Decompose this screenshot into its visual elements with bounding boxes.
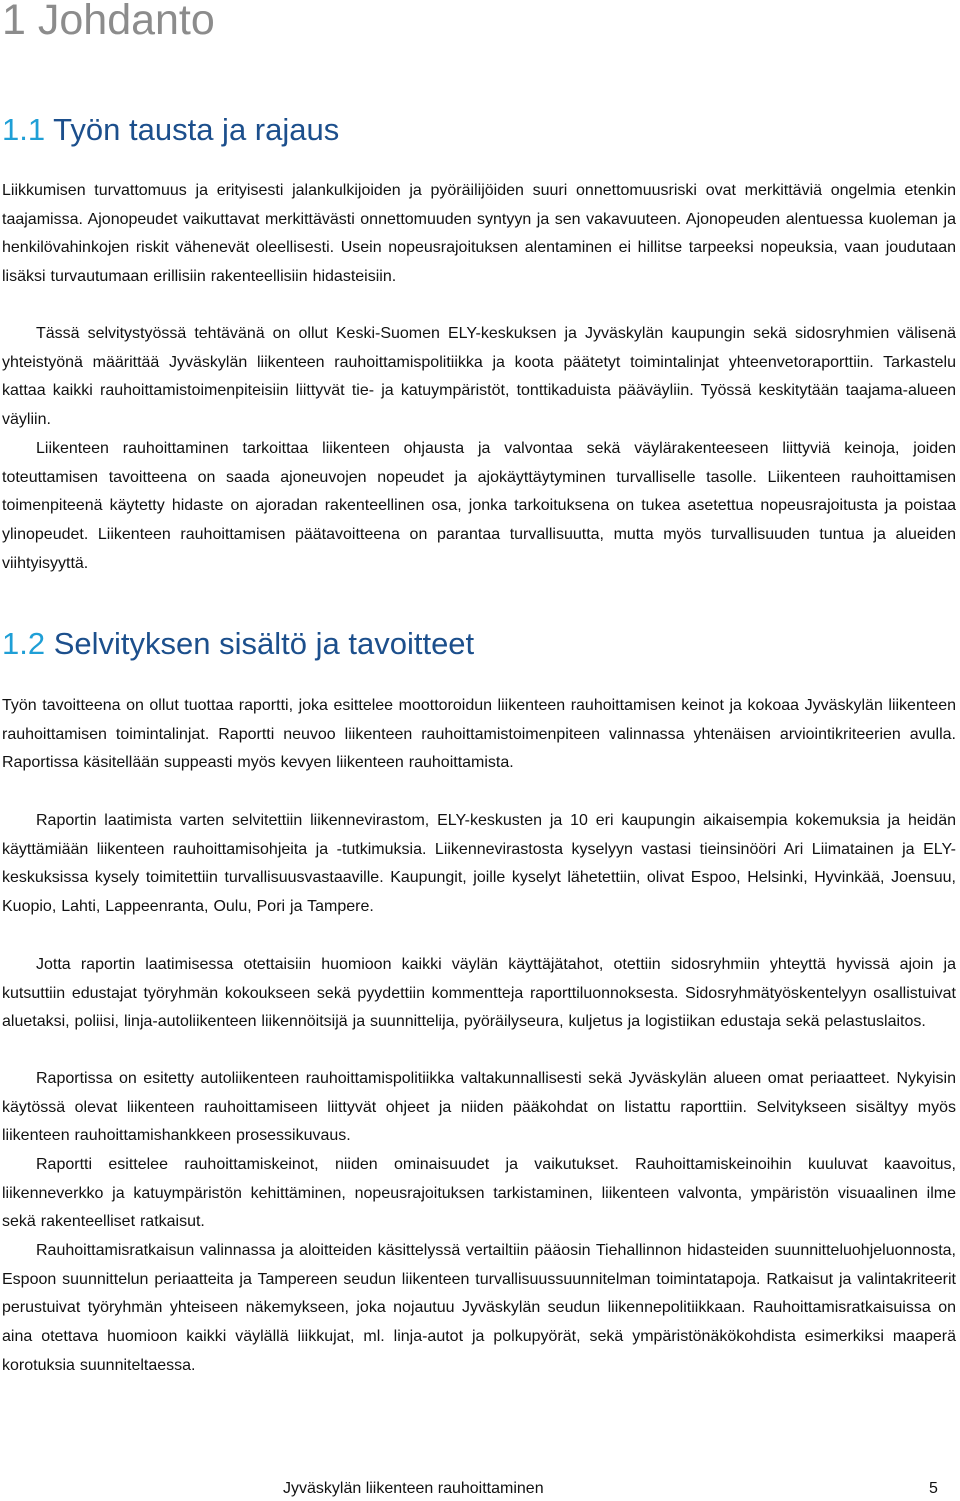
section-heading-1-1	[2, 110, 339, 150]
paragraph-goals-5: Raportti esittelee rauhoittamiskeinot, niiden ominaisuudet ja vaikutukset. Rauhoittamiskeinoihin kuuluvat kaavoitus, liikenneverkko ja katuympäristön kehittäminen, nopeusrajoituksen tarkistaminen, liikenteen valvonta, ympäristön visuaalinen ilme sekä rakenteelliset ratkaisut.	[2, 1156, 956, 1231]
paragraph-goals-2: Raportin laatimista varten selvitettiin liikennevirastom, ELY-keskusten ja 10 eri kaupungin aikaisempia kokemuksia ja heidän käyttämiään liikenteen rauhoittamisohjeita ja -tutkimuksia. Liikennevirastosta kyselyyn vastasi tieinsinööri Ari Liimatainen ja ELY-keskuksissa kysely toimitettiin turvallisuusvastaaville. Kaupungit, joille kyselyt lähetettiin, olivat Espoo, Helsinki, Hyvinkää, Joensuu, Kuopio, Lahti, Lappeenranta, Oulu, Pori ja Tampere.	[2, 812, 956, 916]
section-title: Selvityksen sisältö ja tavoitteet	[53, 626, 475, 661]
paragraph-background-1: Liikkumisen turvattomuus ja erityisesti jalankulkijoiden ja pyöräilijöiden suuri onnettomuusriski ovat merkittäviä ongelmia etenkin taajamissa. Ajonopeudet vaikuttavat merkittävästi onnettomuuden syntyyn ja sen vakavuuteen. Ajonopeuden alentuessa kuoleman ja henkilövahinkojen riskit vähenevät oleellisesti. Usein nopeusrajoituksen alentaminen ei hillitse tarpeeksi nopeuksia, vaan joudutaan lisäksi turvautumaan erillisiin rakenteellisiin hidasteisiin.	[2, 182, 956, 286]
section-title: Työn tausta ja rajaus	[53, 112, 340, 147]
paragraph-background-2: Tässä selvitystyössä tehtävänä on ollut Keski-Suomen ELY-keskuksen ja Jyväskylän kaupungin sekä sidosryhmien välisenä yhteistyönä määrittää Jyväskylän liikenteen rauhoittamispolitiikka ja koota päätetyt toimintalinjat yhteenvetoraporttiin. Tarkastelu kattaa kaikki rauhoittamistoimenpiteisiin liittyvät tie- ja katuympäristöt, tonttikaduista pääväyliin. Työssä keskitytään taajama-alueen väyliin.	[2, 325, 956, 429]
paragraph-goals-1: Työn tavoitteena on ollut tuottaa raportti, joka esittelee moottoroidun liikenteen rauhoittamisen keinot ja kokoaa Jyväskylän liikenteen rauhoittamisen toimintalinjat. Raportti neuvoo liikenteen rauhoittamistoimenpiteen valinnassa yhtenäisen arviointikriteerien avulla. Raportissa käsitellään suppeasti myös kevyen liikenteen rauhoittamista.	[2, 697, 956, 772]
section-heading-1-2	[2, 624, 474, 664]
footer-title: Jyväskylän liikenteen rauhoittaminen	[283, 1480, 544, 1497]
chapter-title: 1 Johdanto	[2, 0, 215, 44]
paragraph-goals-6: Rauhoittamisratkaisun valinnassa ja aloitteiden käsittelyssä vertailtiin pääosin Tiehallinnon hidasteiden suunnitteluohjeluonnosta, Espoon suunnittelun periaatteita ja Tampereen seudun liikenteen turvallisuussuunnitelman toimintatapoja. Ratkaisut ja valintakriteerit perustuivat työryhmän yhteiseen näkemykseen, joka nojautuu Jyväskylän seudun liikennepolitiikkaan. Rauhoittamisratkaisuissa on aina otettava huomioon kaikki väylällä liikkujat, ml. linja-autot ja polkupyörät, sekä ympäristönäkökohdista esimerkiksi maaperä korotuksia suunniteltaessa.	[2, 1242, 956, 1374]
paragraph-goals-3: Jotta raportin laatimisessa otettaisiin huomioon kaikki väylän käyttäjätahot, otettiin sidosryhmiin yhteyttä hyvissä ajoin ja kutsuttiin edustajat työryhmän kokoukseen sekä pyydettiin kommentteja raporttiluonnoksesta. Sidosryhmätyöskentelyyn osallistuivat aluetaksi, poliisi, linja-autoliikenteen liikennöitsijä ja suunnittelija, pyöräilyseura, kuljetus ja logistiikan edustaja sekä pelastuslaitos.	[2, 956, 956, 1031]
paragraph-goals-4: Raportissa on esitetty autoliikenteen rauhoittamispolitiikka valtakunnallisesti sekä Jyväskylän alueen omat periaatteet. Nykyisin käytössä olevat liikenteen rauhoittamiseen liittyvät ohjeet ja niiden pääkohdat on listattu raporttiin. Selvitykseen sisältyy myös liikenteen rauhoittamishankkeen prosessikuvaus.	[2, 1070, 956, 1145]
section-number: 1.1	[2, 112, 46, 147]
page-number: 5	[929, 1480, 938, 1497]
paragraph-background-3: Liikenteen rauhoittaminen tarkoittaa liikenteen ohjausta ja valvontaa sekä väylärakenteeseen liittyviä keinoja, joiden toteuttamisen tavoitteena on saada ajoneuvojen nopeudet ja ajokäyttäytyminen turvalliselle tasolle. Liikenteen rauhoittamisen toimenpiteenä käytetty hidaste on ajoradan rakenteellinen osa, jonka tarkoituksena on tukea asetettua nopeusrajoitusta ja poistaa ylinopeudet. Liikenteen rauhoittamisen päätavoitteena on parantaa turvallisuutta, mutta myös turvallisuuden tuntua ja alueiden viihtyisyyttä.	[2, 440, 956, 572]
section-number: 1.2	[2, 626, 46, 661]
